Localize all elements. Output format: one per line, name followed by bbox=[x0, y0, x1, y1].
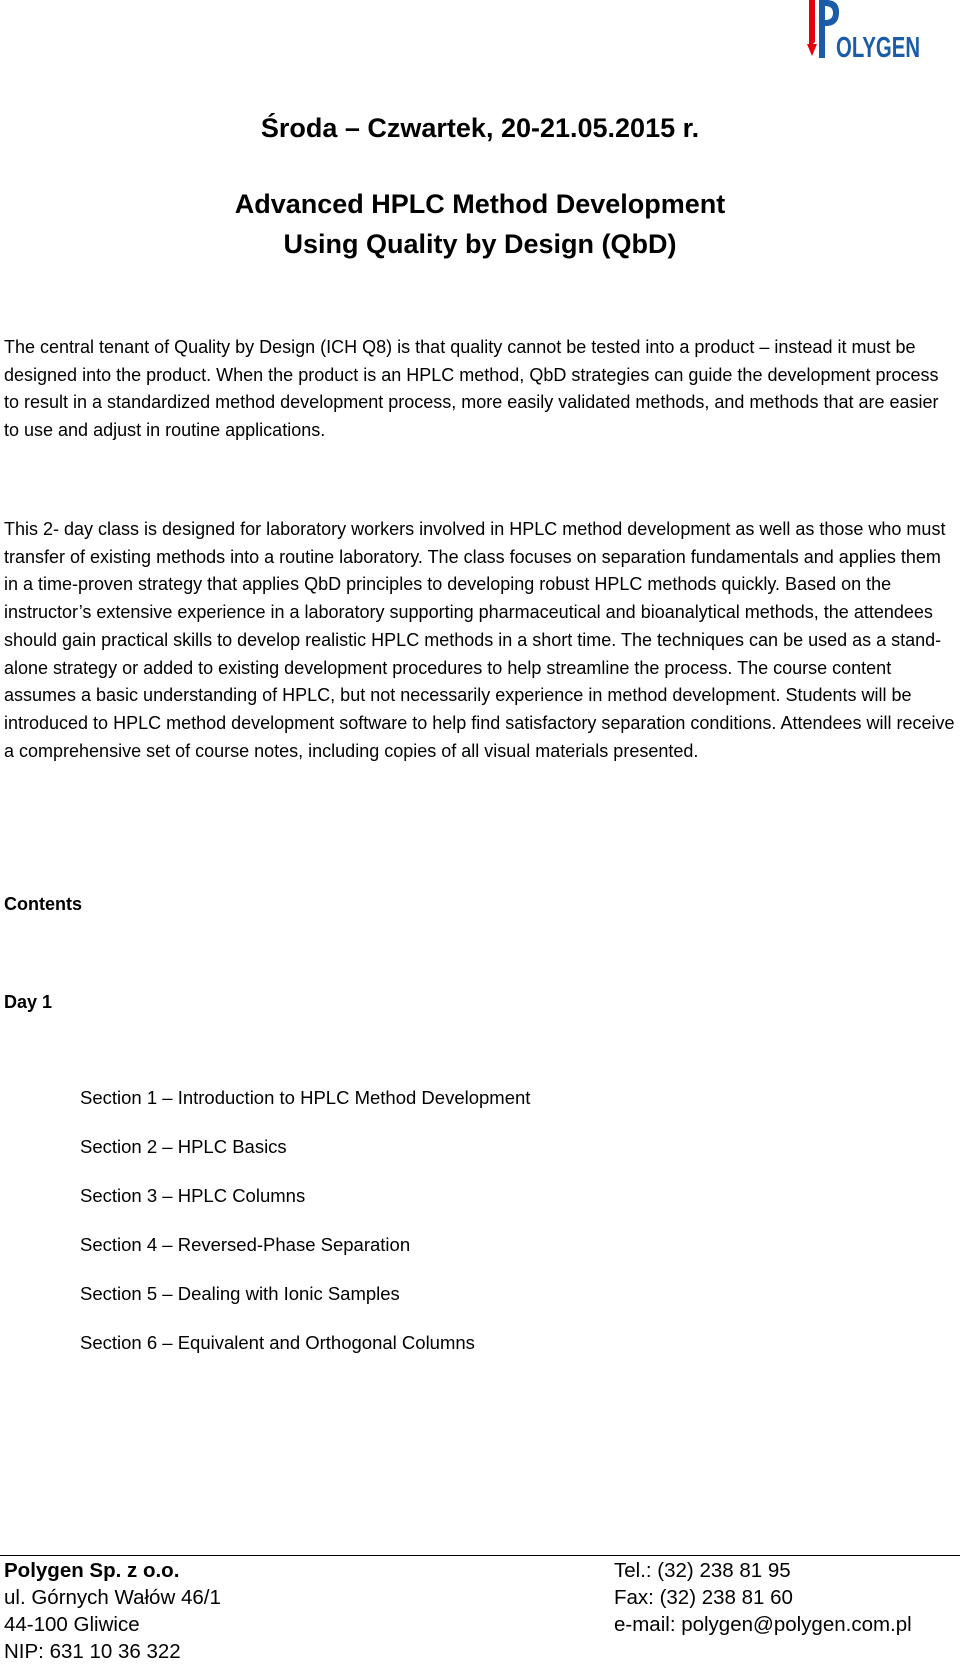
event-date: Środa – Czwartek, 20-21.05.2015 r. bbox=[260, 113, 700, 143]
svg-text:OLYGEN: OLYGEN bbox=[836, 32, 920, 64]
phone-number: Tel.: (32) 238 81 95 bbox=[614, 1559, 791, 1582]
section-item: Section 5 – Dealing with Ionic Samples bbox=[80, 1283, 400, 1304]
section-item: Section 2 – HPLC Basics bbox=[80, 1136, 287, 1157]
course-title bbox=[0, 184, 960, 264]
course-title-line-1: Advanced HPLC Method Development bbox=[234, 189, 726, 219]
company-name: Polygen Sp. z o.o. bbox=[4, 1559, 180, 1582]
nip-number: NIP: 631 10 36 322 bbox=[4, 1640, 181, 1663]
section-item: Section 3 – HPLC Columns bbox=[80, 1185, 306, 1206]
email-address[interactable]: e-mail: polygen@polygen.com.pl bbox=[614, 1613, 912, 1636]
fax-number: Fax: (32) 238 81 60 bbox=[614, 1586, 793, 1609]
footer-divider bbox=[0, 1555, 960, 1556]
footer-contact bbox=[614, 1557, 912, 1638]
contents-heading: Contents bbox=[4, 894, 82, 914]
intro-paragraph: The central tenant of Quality by Design (ICH Q8) is that quality cannot be tested into a product – instead it must be designed into the product. When the product is an HPLC method, QbD strategies can guide the development process to result in a standardized method development process, more easily validated methods, and methods that are easier to use and adjust in routine applications. bbox=[4, 337, 939, 441]
course-description-paragraph: This 2- day class is designed for laboratory workers involved in HPLC method development as well as those who must transfer of existing methods into a routine laboratory. The class focuses on separation fundamentals and applies them in a time-proven strategy that applies QbD principles to developing robust HPLC methods quickly. Based on the instructor’s extensive experience in a laboratory supporting pharmaceutical and bioanalytical methods, the attendees should gain practical skills to develop realistic HPLC methods in a short time. The techniques can be used as a stand-alone strategy or added to existing development procedures to help streamline the process. The course content assumes a basic understanding of HPLC, but not necessarily experience in method development. Students will be introduced to HPLC method development software to help find satisfactory separation conditions. Attendees will receive a comprehensive set of course notes, including copies of all visual materials presented. bbox=[4, 519, 955, 761]
section-item: Section 6 – Equivalent and Orthogonal Columns bbox=[80, 1332, 475, 1353]
polygen-logo bbox=[806, 0, 922, 62]
city-address: 44-100 Gliwice bbox=[4, 1613, 140, 1636]
course-title-line-2: Using Quality by Design (QbD) bbox=[283, 229, 677, 259]
footer-address bbox=[4, 1557, 221, 1665]
section-item: Section 1 – Introduction to HPLC Method Development bbox=[80, 1087, 531, 1108]
section-list bbox=[80, 1086, 530, 1380]
day-1-heading: Day 1 bbox=[4, 992, 53, 1012]
street-address: ul. Górnych Wałów 46/1 bbox=[4, 1586, 221, 1609]
section-item: Section 4 – Reversed-Phase Separation bbox=[80, 1234, 411, 1255]
